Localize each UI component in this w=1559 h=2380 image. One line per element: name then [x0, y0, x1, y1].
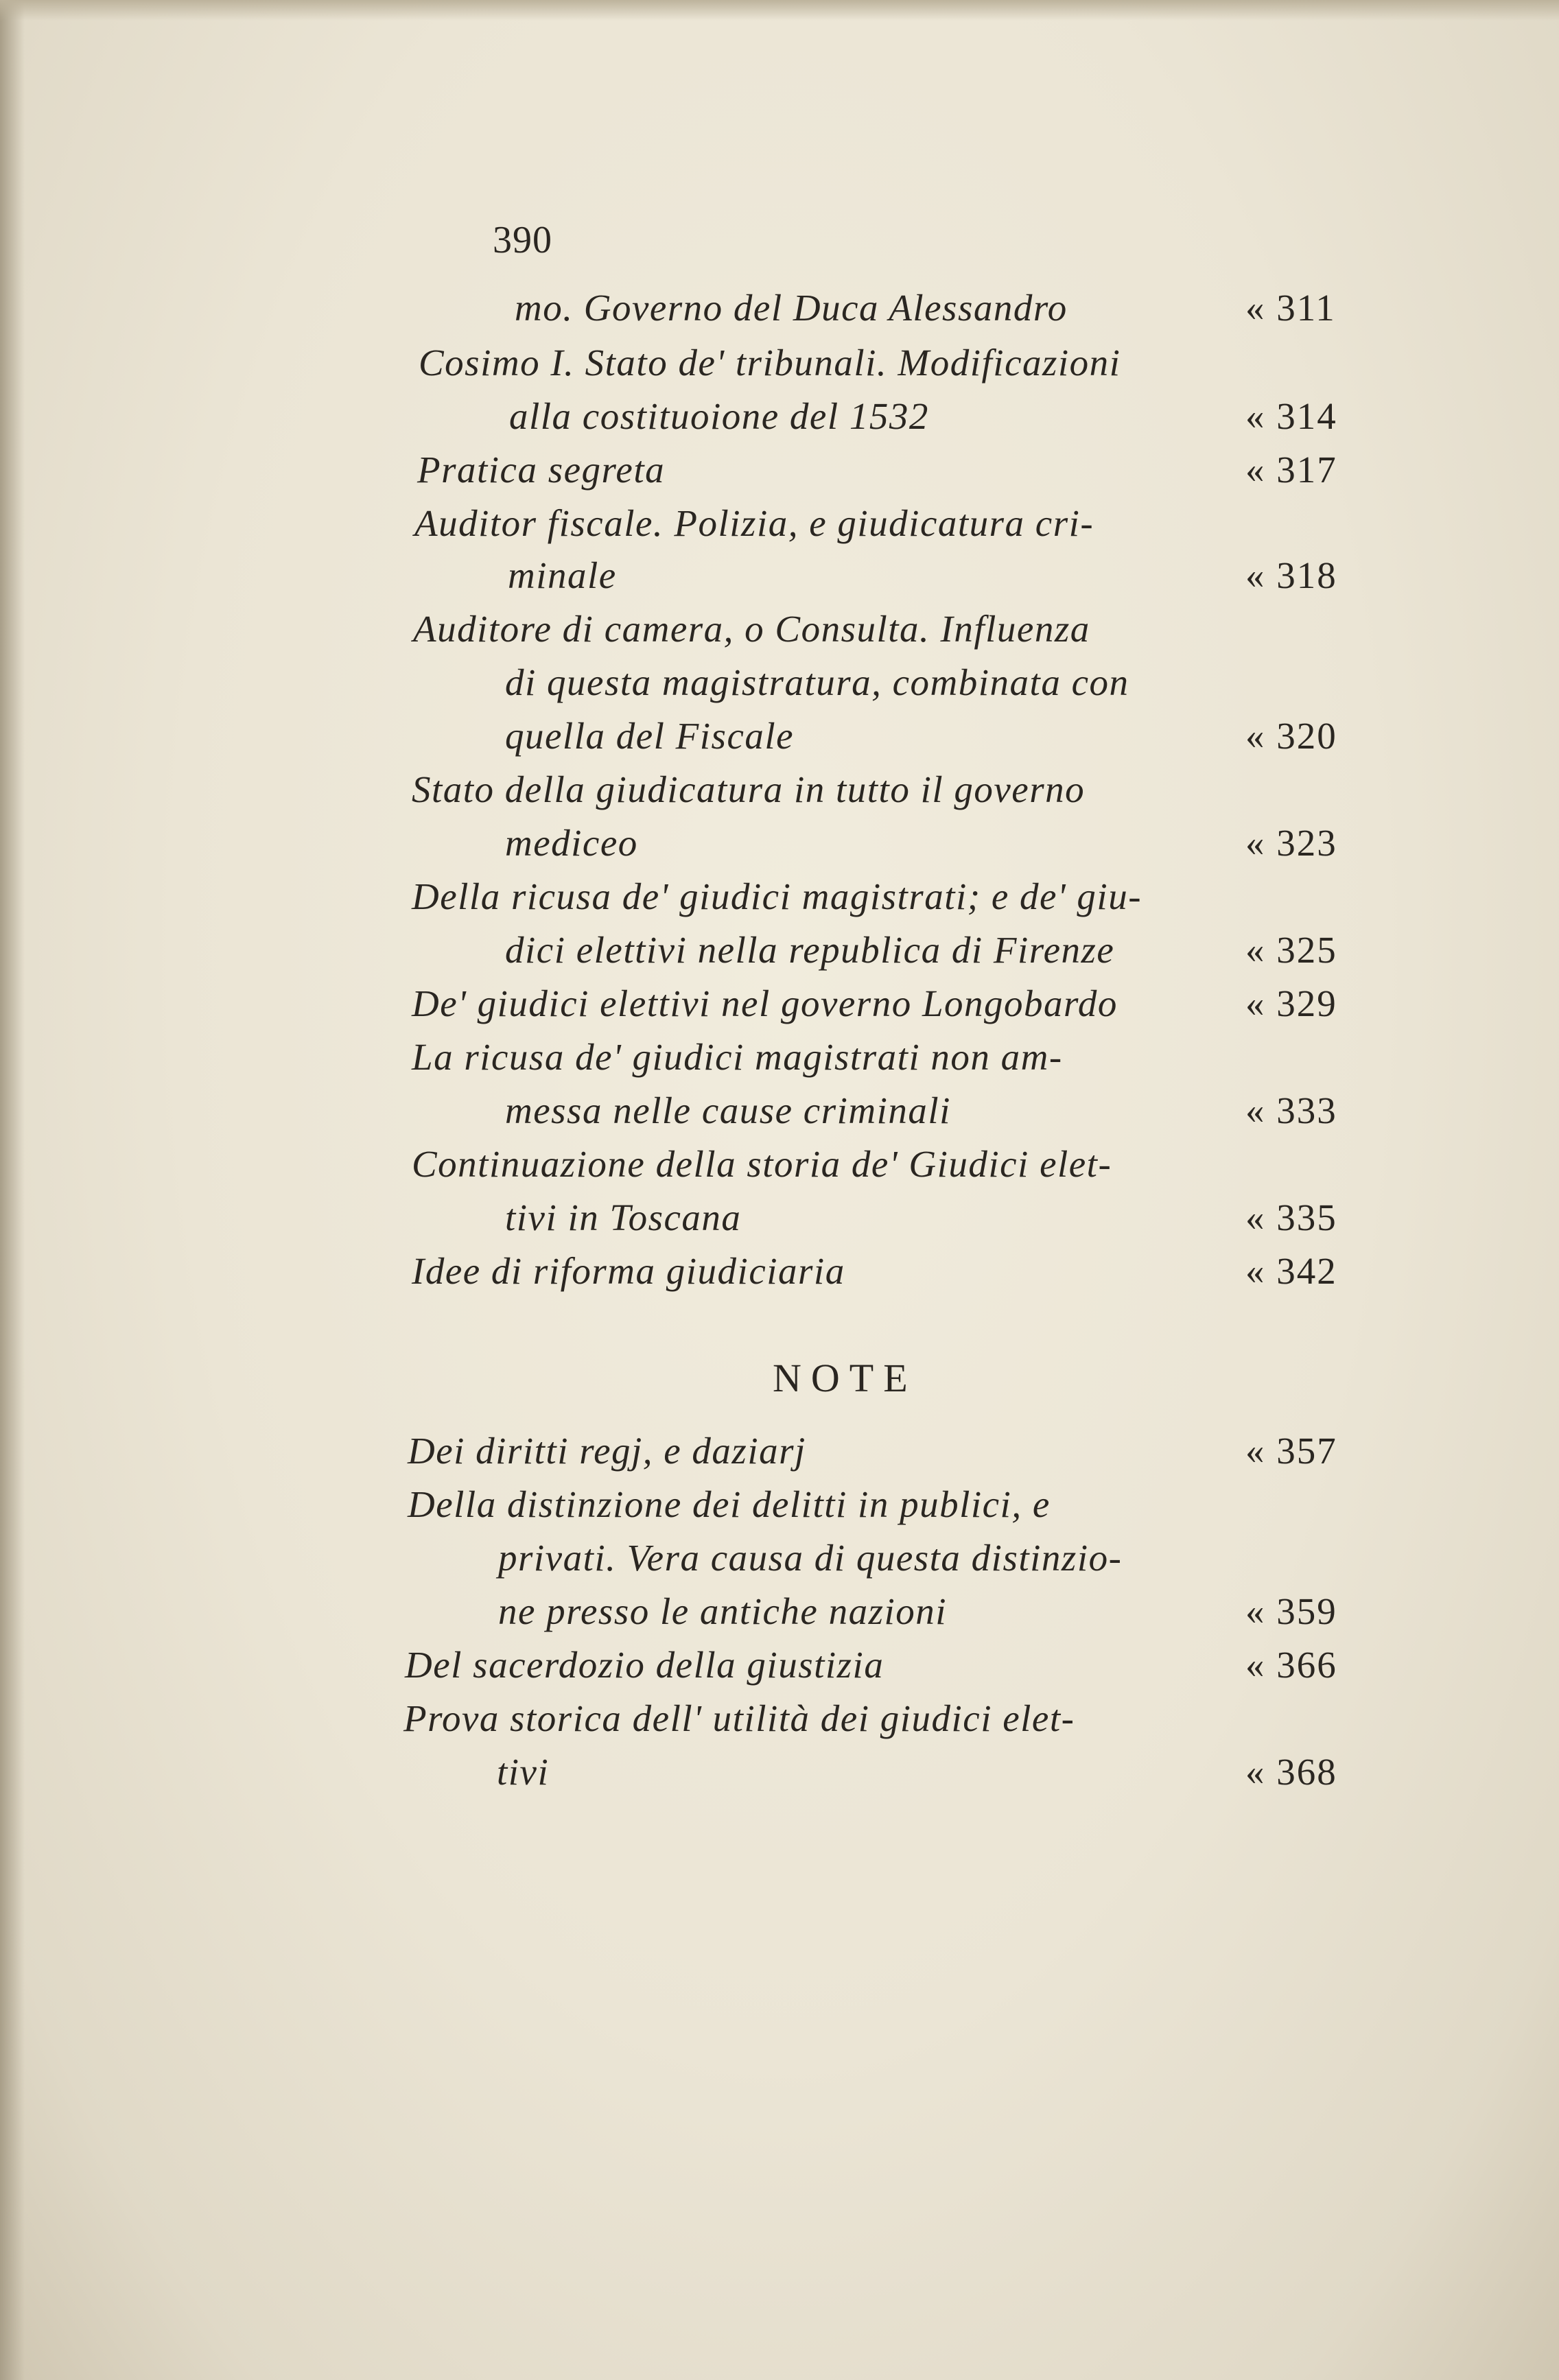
toc-entry-text: tivi in Toscana: [505, 1197, 742, 1238]
notes-entry-page: « 359: [1245, 1590, 1337, 1632]
notes-entry-text: Del sacerdozio della giustizia: [405, 1644, 884, 1686]
notes-entry: [0, 1531, 1559, 1585]
toc-entry-text: dici elettivi nella republica di Firenze: [505, 929, 1115, 971]
notes-entry: [0, 1478, 1559, 1531]
toc-entry-text: De' giudici elettivi nel governo Longobardo: [412, 982, 1118, 1024]
toc-entry: [0, 1030, 1559, 1084]
toc-entry-page: « 317: [1245, 449, 1337, 491]
notes-entry-page: « 357: [1245, 1430, 1337, 1472]
toc-entry: [0, 549, 1559, 602]
toc-entry: [0, 977, 1559, 1030]
notes-entry-text: Della distinzione dei delitti in publici, e: [408, 1483, 1051, 1525]
notes-entry-text: privati. Vera causa di questa distinzio-: [498, 1537, 1123, 1579]
notes-entry-text: Prova storica dell' utilità dei giudici elet-: [403, 1697, 1075, 1739]
notes-entry-text: Dei diritti regj, e daziarj: [408, 1430, 806, 1472]
toc-entry-text: quella del Fiscale: [505, 715, 795, 757]
toc-entry-page: « 329: [1245, 982, 1337, 1024]
toc-entry: [0, 870, 1559, 923]
toc-entry-text: Stato della giudicatura in tutto il governo: [412, 768, 1086, 810]
toc-entry-text: alla costituoione del 1532: [509, 395, 929, 437]
notes-entry: [0, 1424, 1559, 1478]
toc-entry-page: « 314: [1245, 395, 1337, 437]
toc-entry: [0, 1084, 1559, 1138]
notes-entry-text: ne presso le antiche nazioni: [498, 1590, 948, 1632]
toc-entry: [0, 281, 1559, 335]
toc-entry: [0, 816, 1559, 870]
toc-entry: [0, 336, 1559, 390]
toc-entry-text: Idee di riforma giudiciaria: [412, 1250, 845, 1292]
toc-entry-page: « 333: [1245, 1089, 1337, 1131]
toc-entry-text: di questa magistratura, combinata con: [505, 661, 1129, 703]
toc-entry-text: Pratica segreta: [417, 449, 666, 491]
toc-entry: [0, 602, 1559, 656]
notes-entry-page: « 368: [1245, 1751, 1337, 1793]
toc-entry-page: « 318: [1245, 554, 1337, 596]
toc-entry-text: Cosimo I. Stato de' tribunali. Modificazioni: [419, 342, 1121, 384]
toc-entry: [0, 497, 1559, 550]
toc-entry: [0, 443, 1559, 497]
notes-entry: [0, 1692, 1559, 1745]
toc-entry: [0, 923, 1559, 977]
notes-entry-text: tivi: [497, 1751, 550, 1793]
toc-entry: [0, 763, 1559, 816]
toc-entry: [0, 1138, 1559, 1191]
toc-entry-page: « 311: [1245, 287, 1336, 329]
toc-entry-text: mediceo: [505, 822, 638, 864]
toc-entry-text: mo. Governo del Duca Alessandro: [515, 287, 1068, 329]
notes-heading: NOTE: [773, 1356, 917, 1400]
notes-entry-page: « 366: [1245, 1644, 1337, 1686]
toc-entry-text: Continuazione della storia de' Giudici elet-: [412, 1143, 1112, 1185]
notes-entry: [0, 1585, 1559, 1638]
toc-entry: [0, 390, 1559, 443]
toc-entry-text: La ricusa de' giudici magistrati non am-: [412, 1036, 1063, 1078]
toc-entry-text: messa nelle cause criminali: [505, 1089, 951, 1131]
toc-entry-text: Auditor fiscale. Polizia, e giudicatura cri-: [414, 502, 1094, 544]
page-number: 390: [493, 219, 552, 261]
toc-entry-text: Auditore di camera, o Consulta. Influenza: [413, 608, 1090, 650]
notes-entry: [0, 1638, 1559, 1692]
toc-entry: [0, 709, 1559, 763]
toc-entry-page: « 335: [1245, 1197, 1337, 1238]
toc-entry: [0, 1245, 1559, 1298]
toc-entry: [0, 1191, 1559, 1245]
toc-entry-page: « 320: [1245, 715, 1337, 757]
toc-entry-text: Della ricusa de' giudici magistrati; e de' giu-: [412, 875, 1142, 917]
toc-entry-page: « 342: [1245, 1250, 1337, 1292]
toc-entry-text: minale: [508, 554, 617, 596]
notes-entry: [0, 1745, 1559, 1799]
toc-entry-page: « 325: [1245, 929, 1337, 971]
toc-entry-page: « 323: [1245, 822, 1337, 864]
toc-entry: [0, 656, 1559, 709]
